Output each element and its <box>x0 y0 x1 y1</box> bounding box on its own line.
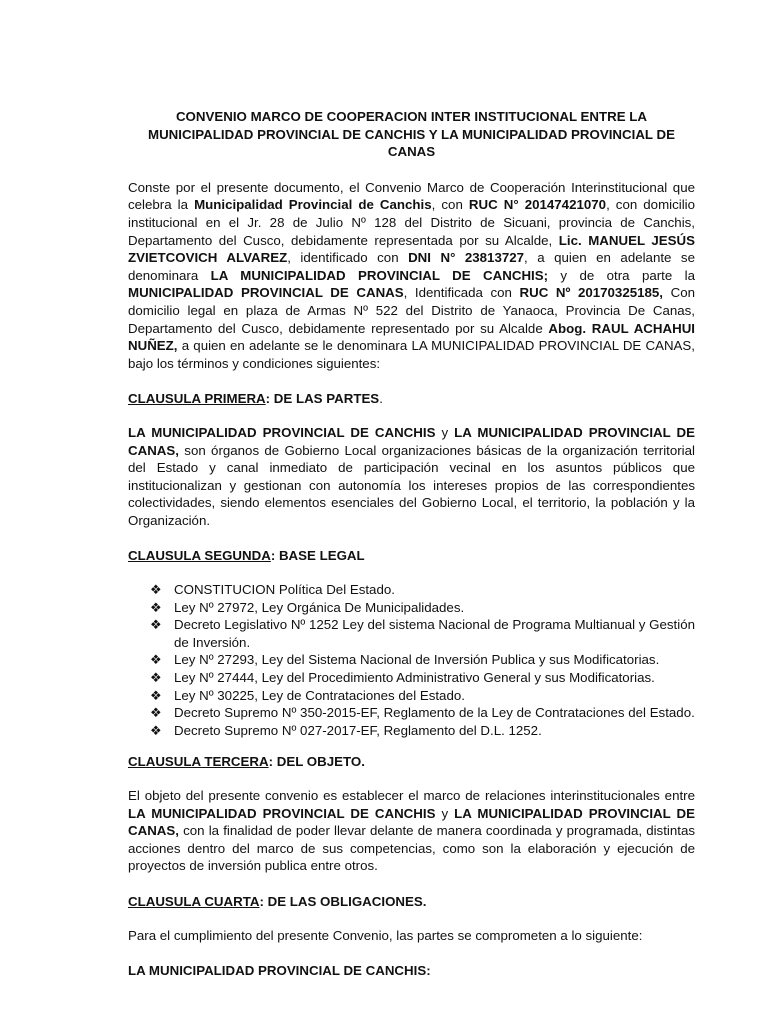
partes-bold: LA MUNICIPALIDAD PROVINCIAL DE CANCHIS <box>128 424 436 440</box>
intro-bold: RUC Nº 20170325185, <box>519 285 664 301</box>
partes-bold: LA MUNICIPALIDAD PROVINCIAL DE CANAS, <box>128 424 695 458</box>
intro-bold: Lic. MANUEL JESÚS ZVIETCOVICH ALVAREZ <box>128 232 695 266</box>
diamond-bullet-icon: ❖ <box>150 722 162 738</box>
diamond-bullet-icon: ❖ <box>150 617 162 633</box>
obligaciones-intro: Para el cumplimiento del presente Convenio, las partes se comprometen a lo siguiente: <box>128 927 643 943</box>
objeto-bold: LA MUNICIPALIDAD PROVINCIAL DE CANAS, <box>128 805 695 839</box>
list-item <box>150 651 695 669</box>
intro-bold: DNI N° 23813727 <box>408 250 525 266</box>
law-text: Ley Nº 27293, Ley del Sistema Nacional de Inversión Publica y sus Modificatorias. <box>174 652 660 668</box>
intro-bold: LA MUNICIPALIDAD PROVINCIAL DE CANCHIS; <box>210 267 549 283</box>
objeto-paragraph <box>128 787 695 875</box>
clausula-title: : DEL OBJETO. <box>268 754 365 770</box>
clausula-title: : DE LAS PARTES <box>265 391 380 407</box>
diamond-bullet-icon: ❖ <box>150 582 162 598</box>
intro-bold: MUNICIPALIDAD PROVINCIAL DE CANAS <box>128 285 404 301</box>
base-legal-list <box>128 581 695 739</box>
list-item <box>150 599 695 617</box>
clausula-label: CLAUSULA CUARTA <box>128 893 260 909</box>
list-item <box>150 687 695 705</box>
intro-text: a quien en adelante se le denominara LA MUNICIPALIDAD PROVINCIAL DE CANAS, bajo los términos y condiciones siguientes: <box>128 338 695 371</box>
intro-bold: RUC N° 20147421070 <box>468 197 607 213</box>
intro-text: y de otra parte la <box>548 267 696 283</box>
list-item <box>150 704 695 722</box>
intro-bold: Abog. RAUL ACHAHUI NUÑEZ, <box>128 320 696 354</box>
intro-bold: Municipalidad Provincial de Canchis <box>194 197 432 213</box>
diamond-bullet-icon: ❖ <box>150 652 162 668</box>
diamond-bullet-icon: ❖ <box>150 687 162 703</box>
partes-text: y <box>435 424 455 440</box>
clausula-title: : BASE LEGAL <box>270 548 365 564</box>
clausula-label: CLAUSULA TERCERA <box>128 754 269 770</box>
clausula-cuarta-heading <box>128 893 695 911</box>
document-title: CONVENIO MARCO DE COOPERACION INTER INSTITUCIONAL ENTRE LA MUNICIPALIDAD PROVINCIAL DE CANCHIS Y LA MUNICIPALIDAD PROVINCIAL DE CANAS <box>148 109 675 160</box>
objeto-text: El objeto del presente convenio es establecer el marco de relaciones interinstitucionales entre <box>128 788 695 803</box>
diamond-bullet-icon: ❖ <box>150 670 162 686</box>
law-text: Decreto Legislativo Nº 1252 Ley del sistema Nacional de Programa Multianual y Gestión de Inversión. <box>174 617 695 650</box>
intro-text: Conste por el presente documento, el Convenio Marco de Cooperación Interinstitucional que celebra la <box>128 179 695 213</box>
law-text: Ley Nº 30225, Ley de Contrataciones del Estado. <box>174 687 465 703</box>
diamond-bullet-icon: ❖ <box>150 705 162 721</box>
law-text: Ley Nº 27972, Ley Orgánica De Municipalidades. <box>174 599 465 615</box>
objeto-text: con la finalidad de poder llevar delante de manera coordinada y programada, distintas acciones dentro del marco de sus competencias, como son la elaboración y ejecución de proyectos de inversión publica entre otros. <box>128 823 695 874</box>
objeto-bold: LA MUNICIPALIDAD PROVINCIAL DE CANCHIS <box>128 805 436 821</box>
clausula-dot: . <box>379 391 383 407</box>
clausula-title: : DE LAS OBLIGACIONES. <box>259 893 427 909</box>
partes-paragraph <box>128 424 695 530</box>
intro-text: Con domicilio legal en plaza de Armas Nº 522 del Distrito de Yanaoca, Provincia De Canas, Departamento del Cusco, debidamente representado por su Alcalde <box>128 285 695 336</box>
canchis-subheading: LA MUNICIPALIDAD PROVINCIAL DE CANCHIS: <box>128 963 431 979</box>
objeto-text: y <box>435 805 455 821</box>
intro-paragraph <box>128 179 695 373</box>
list-item <box>150 616 695 651</box>
clausula-tercera-heading <box>128 753 695 771</box>
intro-text: , con <box>431 197 469 213</box>
clausula-primera-heading <box>128 390 695 408</box>
law-text: Decreto Supremo Nº 027-2017-EF, Reglamento del D.L. 1252. <box>174 722 542 738</box>
intro-text: , identificado con <box>287 250 409 266</box>
list-item <box>150 669 695 687</box>
clausula-segunda-heading <box>128 547 695 565</box>
intro-text: , Identificada con <box>403 285 520 301</box>
list-item <box>150 581 695 599</box>
partes-text: son órganos de Gobierno Local organizaciones básicas de la organización territorial del Estado y canal inmediato de participación vecinal en los asuntos públicos que institucionalizan y gestionan con autonomía los intereses propios de las correspondientes colectividades, siendo elementos esenciales del Gobierno Local, el territorio, la población y la Organización. <box>128 442 695 528</box>
clausula-label: CLAUSULA SEGUNDA <box>128 548 271 564</box>
intro-text: , con domicilio institucional en el Jr. 28 de Julio Nº 128 del Distrito de Sicuani, provincia de Canchis, Departamento del Cusco, debidamente representada por su Alcalde, <box>128 197 696 248</box>
law-text: Ley Nº 27444, Ley del Procedimiento Administrativo General y sus Modificatorias. <box>174 670 655 686</box>
list-item <box>150 722 695 740</box>
law-text: Decreto Supremo Nº 350-2015-EF, Reglamento de la Ley de Contrataciones del Estado. <box>174 705 695 721</box>
intro-text: , a quien en adelante se denominara <box>128 250 695 283</box>
clausula-label: CLAUSULA PRIMERA <box>128 391 266 407</box>
diamond-bullet-icon: ❖ <box>150 599 162 615</box>
law-text: CONSTITUCION Política Del Estado. <box>174 582 395 598</box>
